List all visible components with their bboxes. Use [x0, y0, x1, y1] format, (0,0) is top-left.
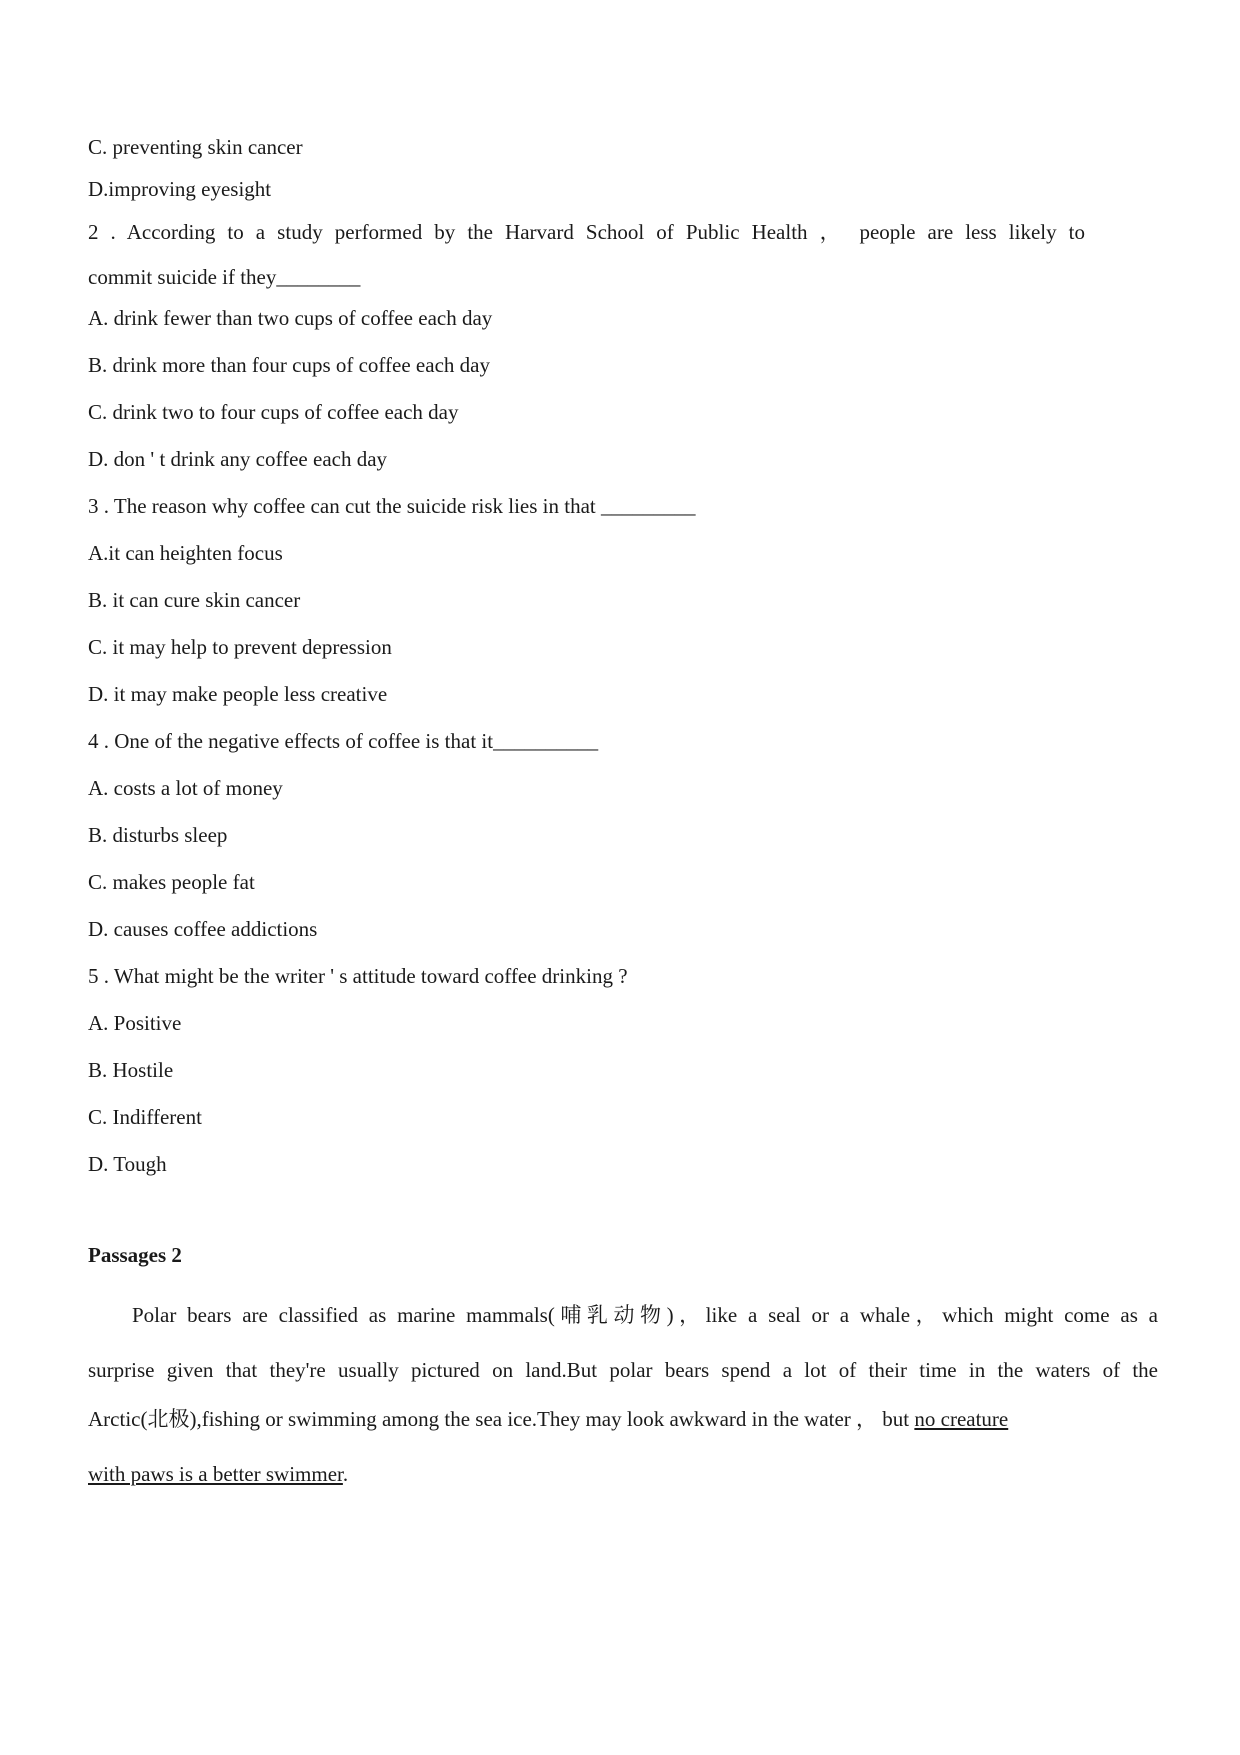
q2-stem-line2: commit suicide if they________: [88, 265, 361, 289]
q3-option-c: C. it may help to prevent depression: [88, 635, 392, 659]
q2-option-c: C. drink two to four cups of coffee each day: [88, 400, 459, 424]
underlined-phrase-part1: no creature: [914, 1407, 1009, 1431]
q5-stem: 5 . What might be the writer ' s attitude toward coffee drinking ?: [88, 964, 628, 988]
underlined-phrase-part2: with paws is a better swimmer: [88, 1462, 343, 1486]
passage-line-1: [88, 1302, 1158, 1328]
passage-line-4: [88, 1461, 1158, 1487]
q5-option-c: C. Indifferent: [88, 1105, 202, 1129]
q4-option-c: C. makes people fat: [88, 870, 255, 894]
q4-option-a: A. costs a lot of money: [88, 776, 283, 800]
q3-stem: 3 . The reason why coffee can cut the suicide risk lies in that _________: [88, 494, 696, 518]
passage-line-1-text: Polar bears are classified as marine mammals(哺乳动物)，like a seal or a whale，which might come as a: [132, 1303, 1158, 1327]
q4-option-d: D. causes coffee addictions: [88, 917, 318, 941]
q4-stem: 4 . One of the negative effects of coffee is that it__________: [88, 729, 599, 753]
q4-option-b: B. disturbs sleep: [88, 823, 228, 847]
q1-option-c: C. preventing skin cancer: [88, 135, 303, 159]
passage-heading: Passages 2: [88, 1243, 182, 1267]
q1-option-d: D.improving eyesight: [88, 177, 272, 201]
q5-option-d: D. Tough: [88, 1152, 167, 1176]
passage-line-3: [88, 1406, 1158, 1432]
q2-option-a: A. drink fewer than two cups of coffee each day: [88, 306, 493, 330]
q2-option-b: B. drink more than four cups of coffee each day: [88, 353, 490, 377]
q2-option-d: D. don ' t drink any coffee each day: [88, 447, 388, 471]
passage-line-2: surprise given that they're usually pictured on land.But polar bears spend a lot of their time in the waters of the: [88, 1358, 1158, 1382]
q3-option-d: D. it may make people less creative: [88, 682, 388, 706]
q2-stem-line1: 2 . According to a study performed by the Harvard School of Public Health ， people are less likely to: [88, 220, 1085, 244]
q5-option-b: B. Hostile: [88, 1058, 174, 1082]
passage-line-3-text: Arctic(北极),fishing or swimming among the sea ice.They may look awkward in the water ， but: [88, 1407, 915, 1431]
q3-option-a: A.it can heighten focus: [88, 541, 283, 565]
q3-option-b: B. it can cure skin cancer: [88, 588, 301, 612]
passage-line-4-tail: .: [342, 1462, 349, 1486]
q5-option-a: A. Positive: [88, 1011, 182, 1035]
